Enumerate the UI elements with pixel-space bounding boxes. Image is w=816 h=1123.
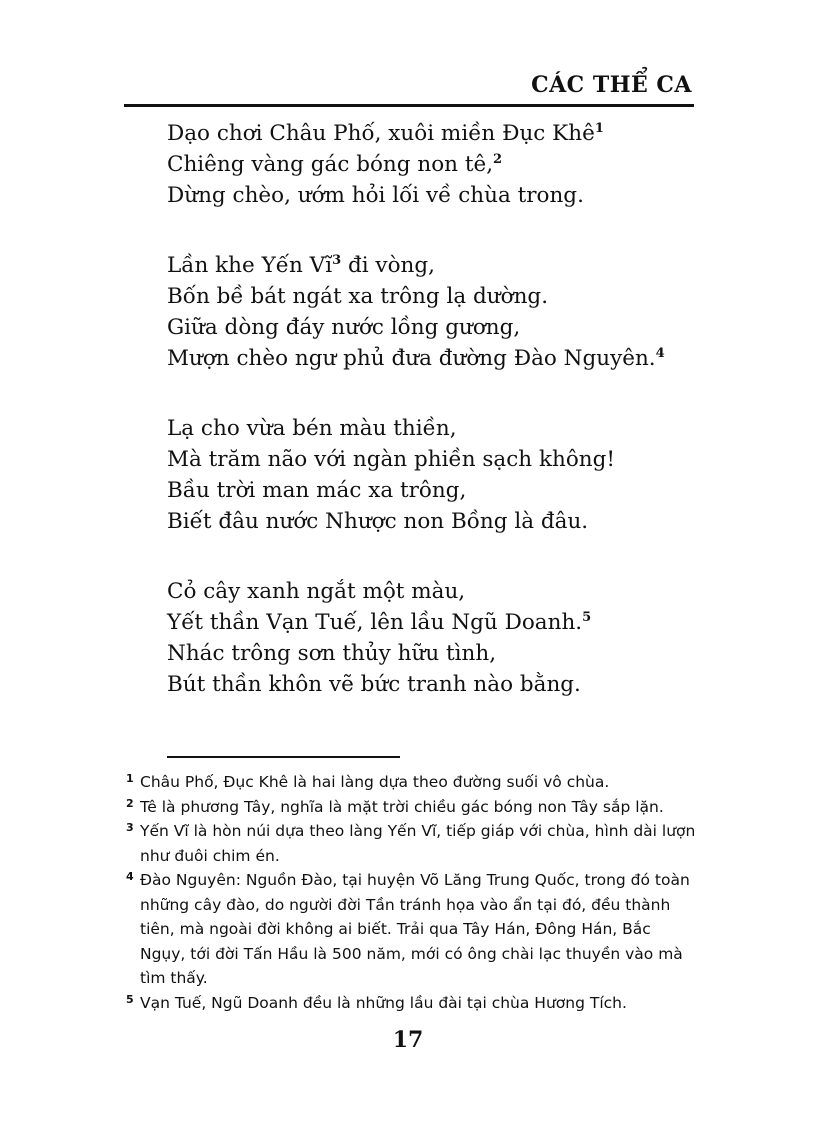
footnote: 5 Vạn Tuế, Ngũ Doanh đều là những lầu đài tại chùa Hương Tích. (126, 991, 696, 1016)
header-rule (124, 104, 694, 107)
poem-line: Giữa dòng đáy nước lồng gương, (167, 315, 521, 340)
poem-line: Cỏ cây xanh ngắt một màu, (167, 579, 466, 604)
footnote-number: 1 (126, 772, 134, 785)
footnote: 3 Yến Vĩ là hòn núi dựa theo làng Yến Vĩ, tiếp giáp với chùa, hình dài lượn như đuôi chim én. (126, 819, 696, 868)
poem-line: Yết thần Vạn Tuế, lên lầu Ngũ Doanh.$^5$ (167, 610, 592, 635)
poem-line: Nhác trông sơn thủy hữu tình, (167, 641, 497, 666)
footnote-marker: 1 (594, 121, 604, 136)
footnote-rule (167, 756, 400, 758)
poem (167, 118, 727, 739)
poem-line: Dừng chèo, ướm hỏi lối về chùa trong. (167, 183, 584, 208)
stanza-4 (167, 576, 727, 700)
footnote: 4 Đào Nguyên: Nguồn Đào, tại huyện Võ Lăng Trung Quốc, trong đó toàn những cây đào, do người đời Tần tránh họa vào ẩn tại đó, đều thành tiên, mà ngoài đời không ai biết. Trải qua Tây Hán, Đông Hán, Bắc Ngụy, tới đời Tấn Hầu là 500 năm, mới có ông chài lạc thuyền vào mà tìm thấy. (126, 868, 696, 991)
poem-line: Biết đâu nước Nhược non Bồng là đâu. (167, 509, 589, 534)
poem-line: Lần khe Yến $Vĩ^3$ đi vòng, (167, 253, 435, 278)
footnote-marker: 4 (655, 346, 665, 361)
stanza-3 (167, 413, 727, 537)
running-header: CÁC THỂ CA (531, 72, 692, 98)
footnotes (126, 770, 696, 1015)
poem-line: Chiêng vàng gác bóng non tê,$^2$ (167, 152, 503, 177)
poem-line: Lạ cho vừa bén màu thiền, (167, 416, 457, 441)
footnote-marker: 2 (493, 152, 503, 167)
poem-line: Dạo chơi Châu Phố, xuôi miền Đục Khê$^1$ (167, 121, 604, 146)
footnote-number: 2 (126, 796, 134, 810)
poem-line: Bầu trời man mác xa trông, (167, 478, 467, 503)
footnote-number: 4 (126, 870, 134, 883)
poem-line: Bốn bề bát ngát xa trông lạ dường. (167, 284, 549, 309)
stanza-2 (167, 250, 727, 374)
page-number: 17 (392, 1027, 424, 1053)
poem-line: Bút thần khôn vẽ bức tranh nào bằng. (167, 672, 581, 697)
footnote: 2 Tê là phương Tây, nghĩa là mặt trời chiều gác bóng non Tây sắp lặn. (126, 795, 696, 820)
stanza-1 (167, 118, 727, 211)
footnote-number: 3 (126, 821, 134, 834)
footnote: 1 Châu Phố, Đục Khê là hai làng dựa theo đường suối vô chùa. (126, 770, 696, 795)
poem-line: Mà trăm não với ngàn phiền sạch không! (167, 447, 616, 472)
footnote-marker: 3 (332, 253, 342, 268)
footnote-number: 5 (126, 992, 134, 1006)
footnote-marker: 5 (582, 610, 592, 625)
poem-line: Mượn chèo ngư phủ đưa đường Đào Nguyên.$^4$ (167, 346, 665, 371)
